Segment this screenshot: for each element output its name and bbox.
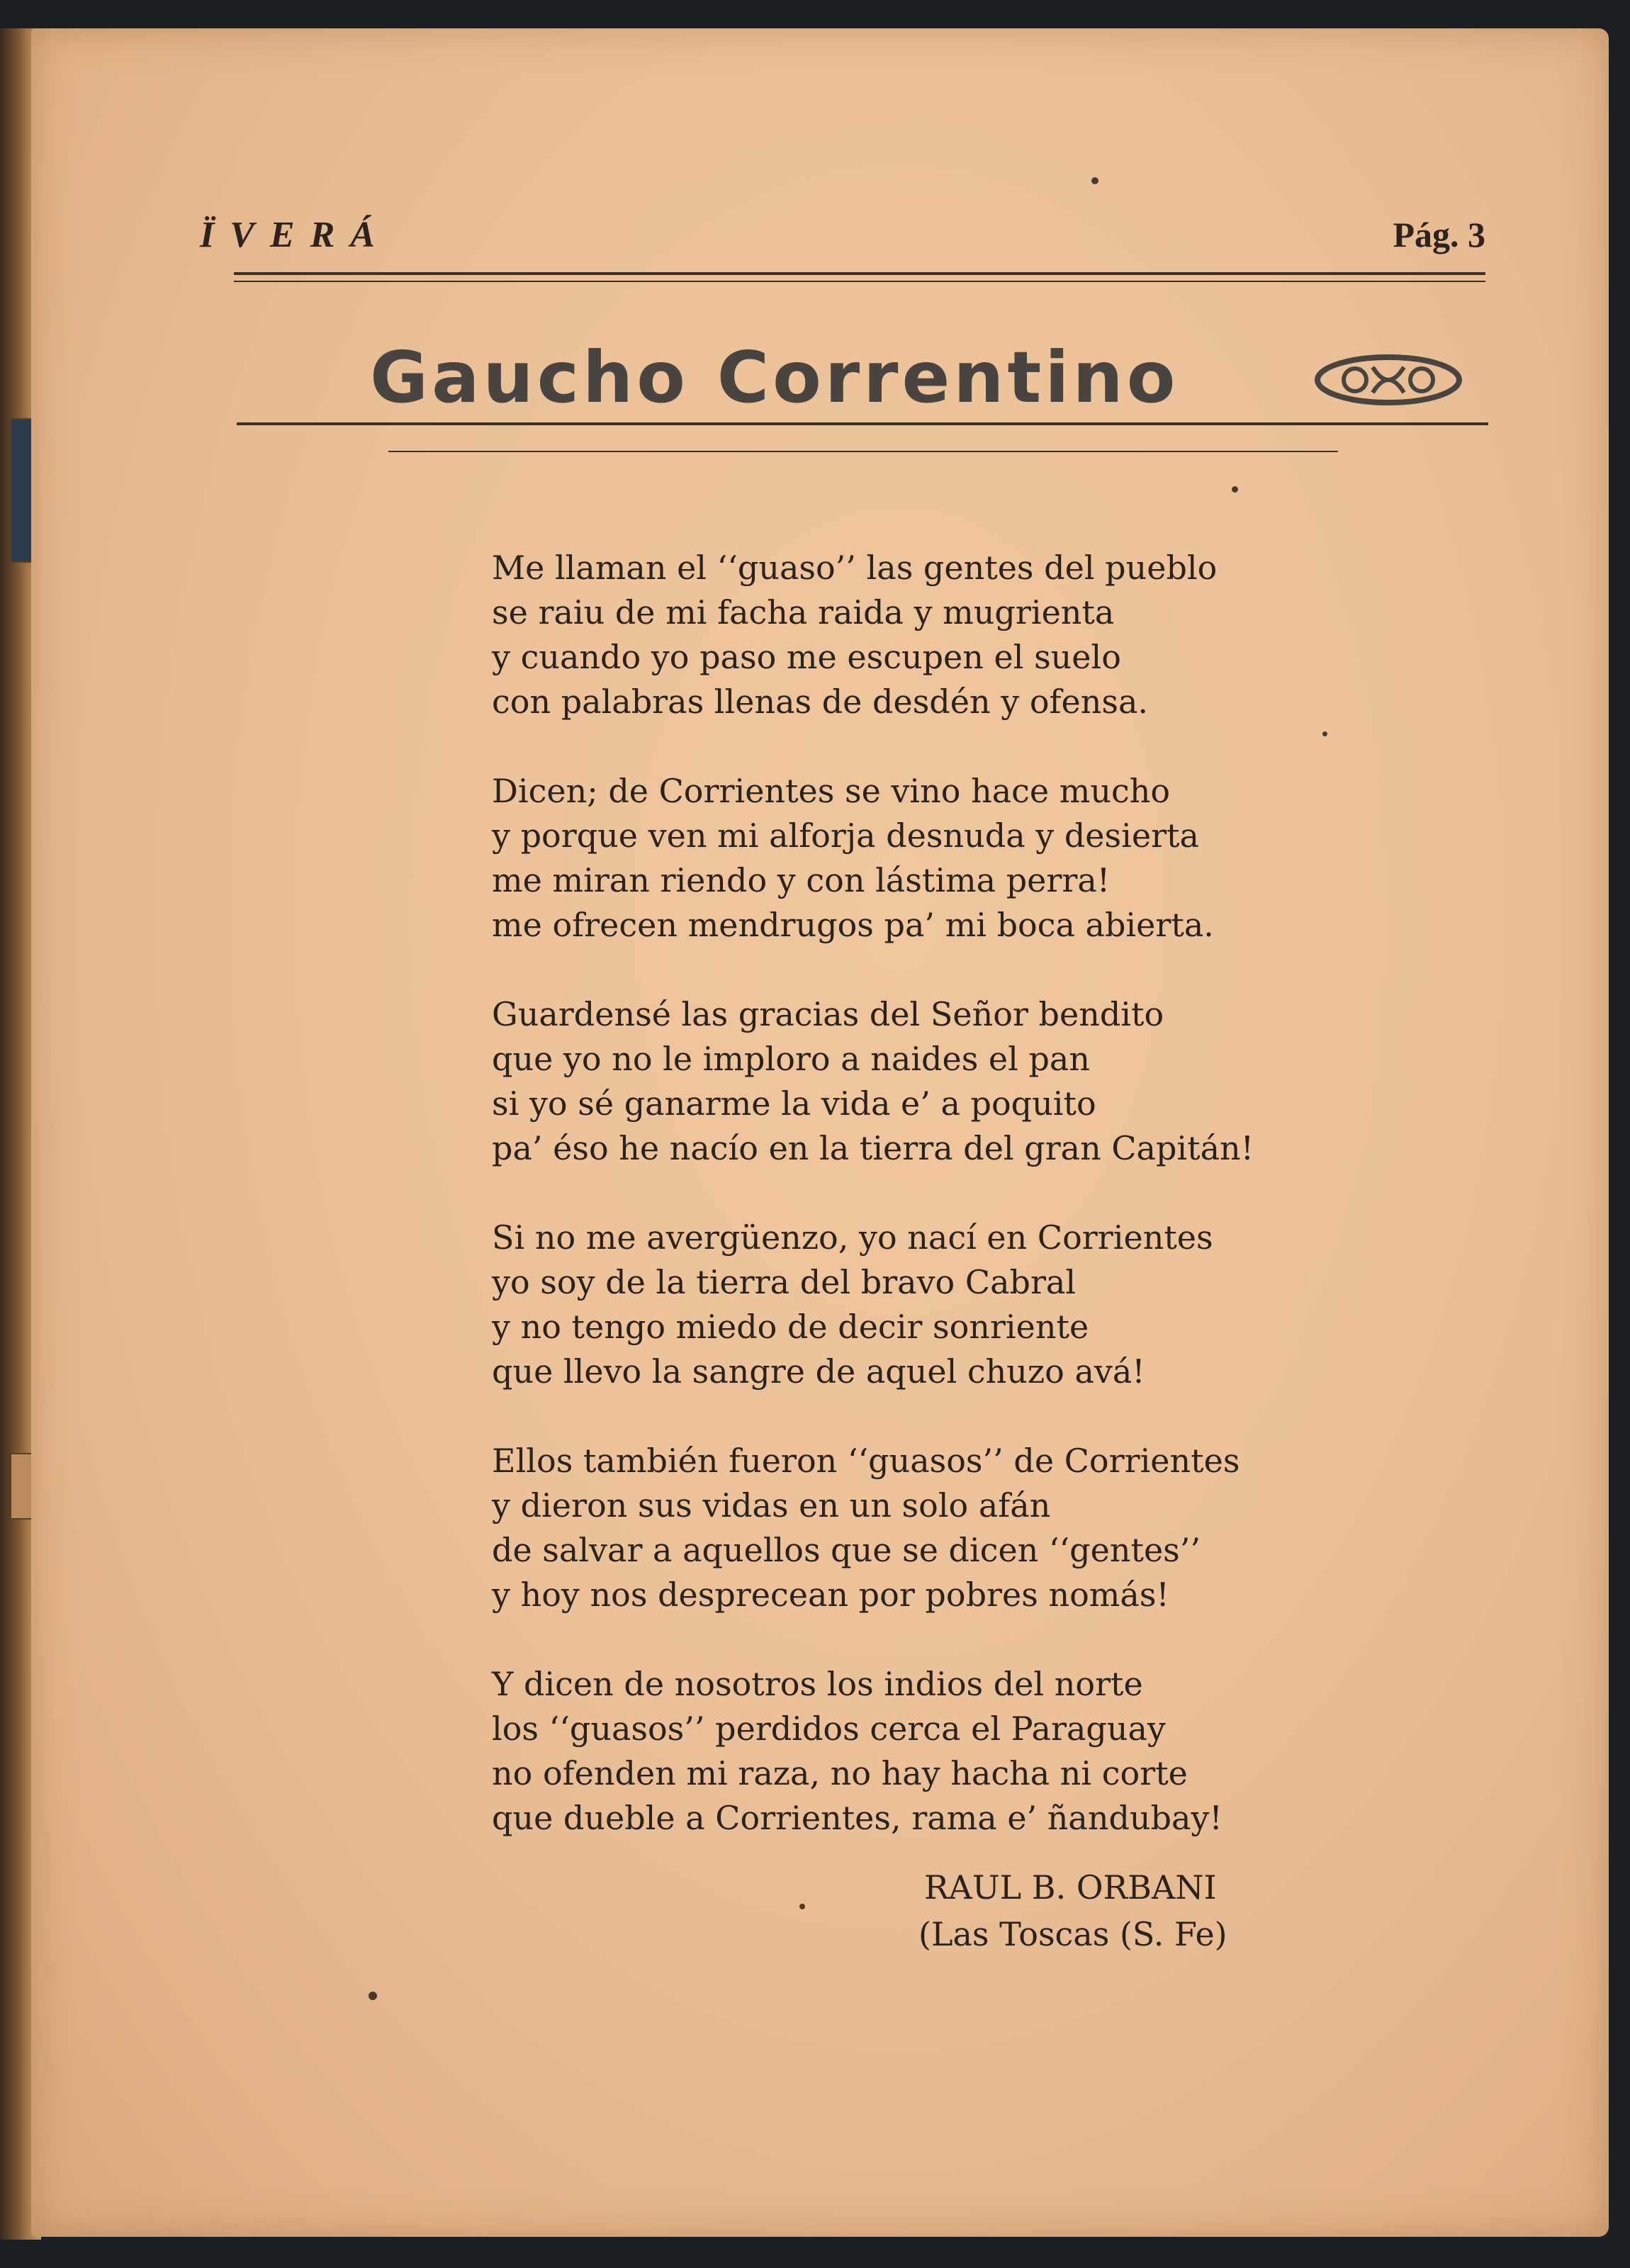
poem-line: y porque ven mi alforja desnuda y desierta (492, 816, 1199, 855)
poem-line: y no tengo miedo de decir sonriente (492, 1308, 1089, 1346)
poem-line: Guardensé las gracias del Señor bendito (492, 995, 1164, 1033)
poem-line: yo soy de la tierra del bravo Cabral (492, 1263, 1077, 1301)
poem-line: Dicen; de Corrientes se vino hace mucho (492, 772, 1171, 810)
poem-stanza (492, 1439, 1385, 1617)
paper-speck (799, 1904, 805, 1909)
scroll-ornament-icon (1313, 352, 1464, 408)
poem-line: que llevo la sangre de aquel chuzo avá! (492, 1352, 1145, 1391)
poem-line: y dieron sus vidas en un solo afán (492, 1486, 1051, 1525)
poem-stanza (492, 992, 1385, 1171)
poem-stanza (492, 1216, 1385, 1394)
author-place: (Las Toscas (S. Fe) (918, 1915, 1227, 1953)
title-rule-short (388, 451, 1338, 452)
page-title: Gaucho Correntino (370, 336, 1179, 419)
poem-line: y hoy nos desprecean por pobres nomás! (492, 1576, 1169, 1614)
header-rule-top (234, 272, 1485, 275)
poem-line: Si no me avergüenzo, yo nací en Corrientes (492, 1218, 1213, 1257)
poem-line: pa’ éso he nacío en la tierra del gran Capitán! (492, 1129, 1254, 1167)
poem-stanza (492, 769, 1385, 948)
poem-line: me ofrecen mendrugos pa’ mi boca abierta. (492, 906, 1214, 944)
title-rule-long (237, 422, 1488, 425)
poem-line: con palabras llenas de desdén y ofensa. (492, 683, 1149, 721)
poem-line: me miran riendo y con lástima perra! (492, 861, 1111, 899)
poem-line: los ‘‘guasos’’ perdidos cerca el Paraguay (492, 1710, 1166, 1748)
title-block (200, 332, 1488, 431)
author-signature (918, 1864, 1227, 1958)
poem-line: que dueble a Corrientes, rama e’ ñandubay! (492, 1799, 1222, 1837)
header-rule-bottom (234, 281, 1485, 282)
poem-line: de salvar a aquellos que se dicen ‘‘gentes’’ (492, 1531, 1201, 1569)
poem-line: Y dicen de nosotros los indios del norte (492, 1665, 1143, 1703)
poem-stanza (492, 1662, 1385, 1841)
poem-line: y cuando yo paso me escupen el suelo (492, 638, 1121, 676)
poem-line: Ellos también fueron ‘‘guasos’’ de Corrientes (492, 1442, 1240, 1480)
author-name: RAUL B. ORBANI (924, 1868, 1217, 1907)
running-header (200, 214, 1485, 271)
publication-name: ÏVERÁ (200, 215, 390, 255)
paper-speck (1322, 731, 1327, 736)
poem-line: no ofenden mi raza, no hay hacha ni corte (492, 1754, 1188, 1792)
poem-body (492, 546, 1385, 1885)
poem-line: se raiu de mi facha raida y mugrienta (492, 593, 1115, 631)
poem-line: que yo no le imploro a naides el pan (492, 1040, 1090, 1078)
paper-speck (369, 1992, 377, 2000)
page-number: Pág. 3 (1393, 215, 1485, 254)
poem-line: Me llaman el ‘‘guaso’’ las gentes del pueblo (492, 549, 1218, 587)
poem-stanza (492, 546, 1385, 724)
paper-speck (1091, 177, 1098, 184)
paper-speck (1232, 486, 1238, 493)
poem-line: si yo sé ganarme la vida e’ a poquito (492, 1084, 1096, 1123)
